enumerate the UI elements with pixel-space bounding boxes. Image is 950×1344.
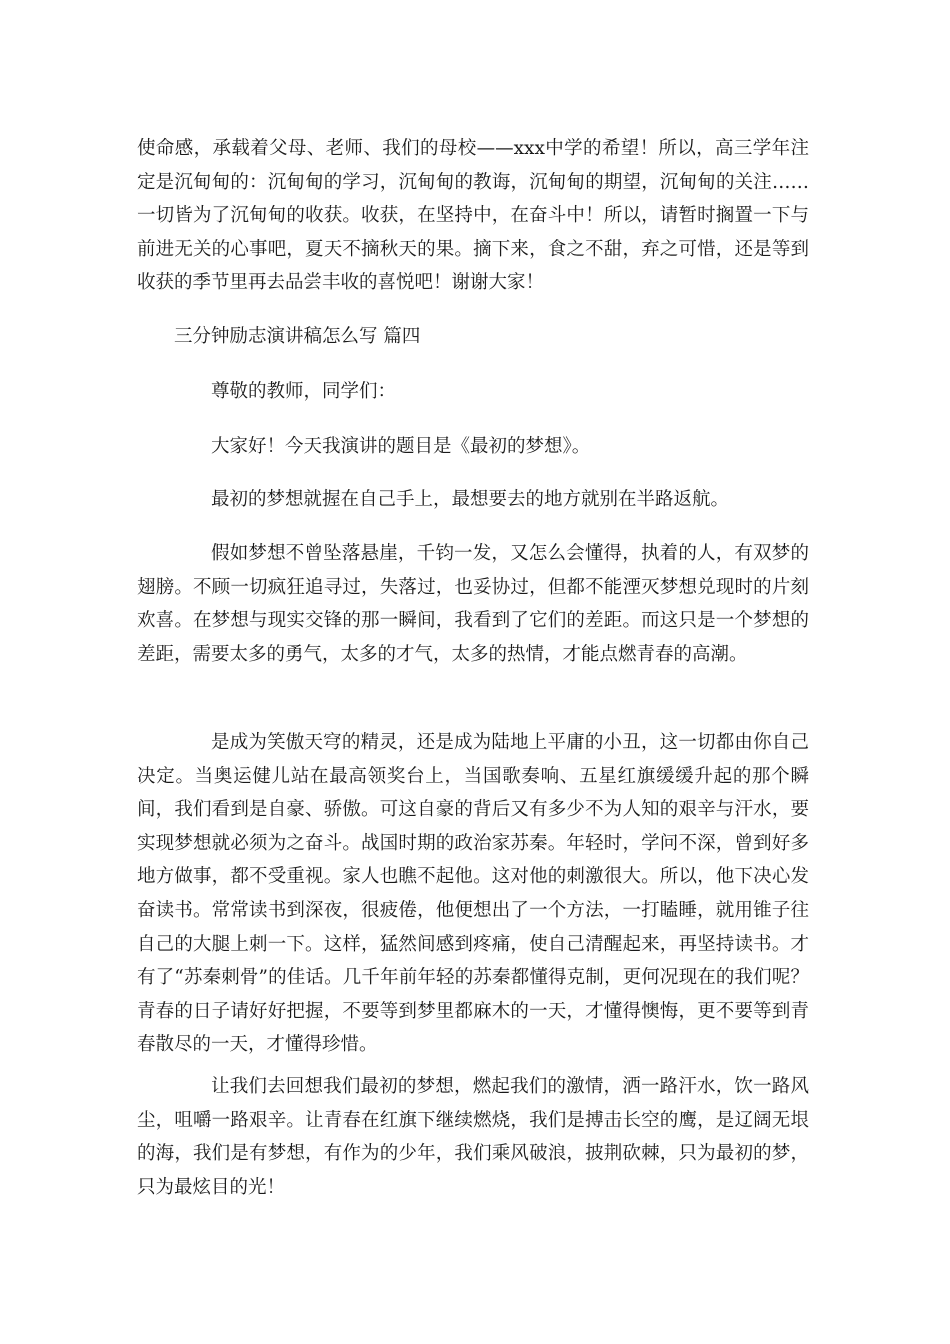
paragraph-2-block	[137, 726, 809, 1062]
paragraph-3-block	[137, 1070, 809, 1204]
continuation-paragraph: 使命感，承载着父母、老师、我们的母校——xxx中学的希望！所以，高三学年注定是沉甸甸的：沉甸甸的学习，沉甸甸的教诲，沉甸甸的期望，沉甸甸的关注……一切皆为了沉甸甸的收获。收获，在坚持中，在奋斗中！所以，请暂时搁置一下与前进无关的心事吧，夏天不摘秋天的果。摘下来，食之不甜，弃之可惜，还是等到收获的季节里再去品尝丰收的喜悦吧！谢谢大家！	[137, 138, 809, 294]
section-heading: 三分钟励志演讲稿怎么写 篇四	[174, 326, 421, 347]
thesis-paragraph: 最初的梦想就握在自己手上，最想要去的地方就别在半路返航。	[211, 489, 730, 510]
paragraph-1-block	[137, 537, 809, 671]
thesis-block	[137, 483, 809, 517]
body-paragraph-1: 假如梦想不曾坠落悬崖，千钧一发，又怎么会懂得，执着的人，有双梦的翅膀。不顾一切疯狂追寻过，失落过，也妥协过，但都不能湮灭梦想兑现时的片刻欢喜。在梦想与现实交锋的那一瞬间，我看到了它们的差距。而这只是一个梦想的差距，需要太多的勇气，太多的才气，太多的热情，才能点燃青春的高潮。	[137, 543, 809, 665]
greeting-paragraph: 大家好！今天我演讲的题目是《最初的梦想》。	[211, 436, 591, 457]
salutation-block	[137, 375, 809, 409]
body-paragraph-3: 让我们去回想我们最初的梦想，燃起我们的激情，洒一路汗水，饮一路风尘，咀嚼一路艰辛。让青春在红旗下继续燃烧，我们是搏击长空的鹰，是辽阔无垠的海，我们是有梦想，有作为的少年，我们乘风破浪，披荆砍棘，只为最初的梦，只为最炫目的光！	[137, 1076, 809, 1198]
continuation-block	[137, 132, 809, 300]
body-paragraph-2: 是成为笑傲天穹的精灵，还是成为陆地上平庸的小丑，这一切都由你自己决定。当奥运健儿站在最高领奖台上，当国歌奏响、五星红旗缓缓升起的那个瞬间，我们看到是自豪、骄傲。可这自豪的背后又有多少不为人知的艰辛与汗水，要实现梦想就必须为之奋斗。战国时期的政治家苏秦。年轻时，学问不深，曾到好多地方做事，都不受重视。家人也瞧不起他。这对他的刺激很大。所以，他下决心发奋读书。常常读书到深夜，很疲倦，他便想出了一个方法，一打瞌睡，就用锥子往自己的大腿上刺一下。这样，猛然间感到疼痛，使自己清醒起来，再坚持读书。才有了“苏秦刺骨”的佳话。几千年前年轻的苏秦都懂得克制，更何况现在的我们呢？青春的日子请好好把握，不要等到梦里都麻木的一天，才懂得懊悔，更不要等到青春散尽的一天，才懂得珍惜。	[137, 732, 809, 1056]
salutation: 尊敬的教师，同学们：	[211, 381, 397, 402]
greeting-block	[137, 430, 809, 464]
